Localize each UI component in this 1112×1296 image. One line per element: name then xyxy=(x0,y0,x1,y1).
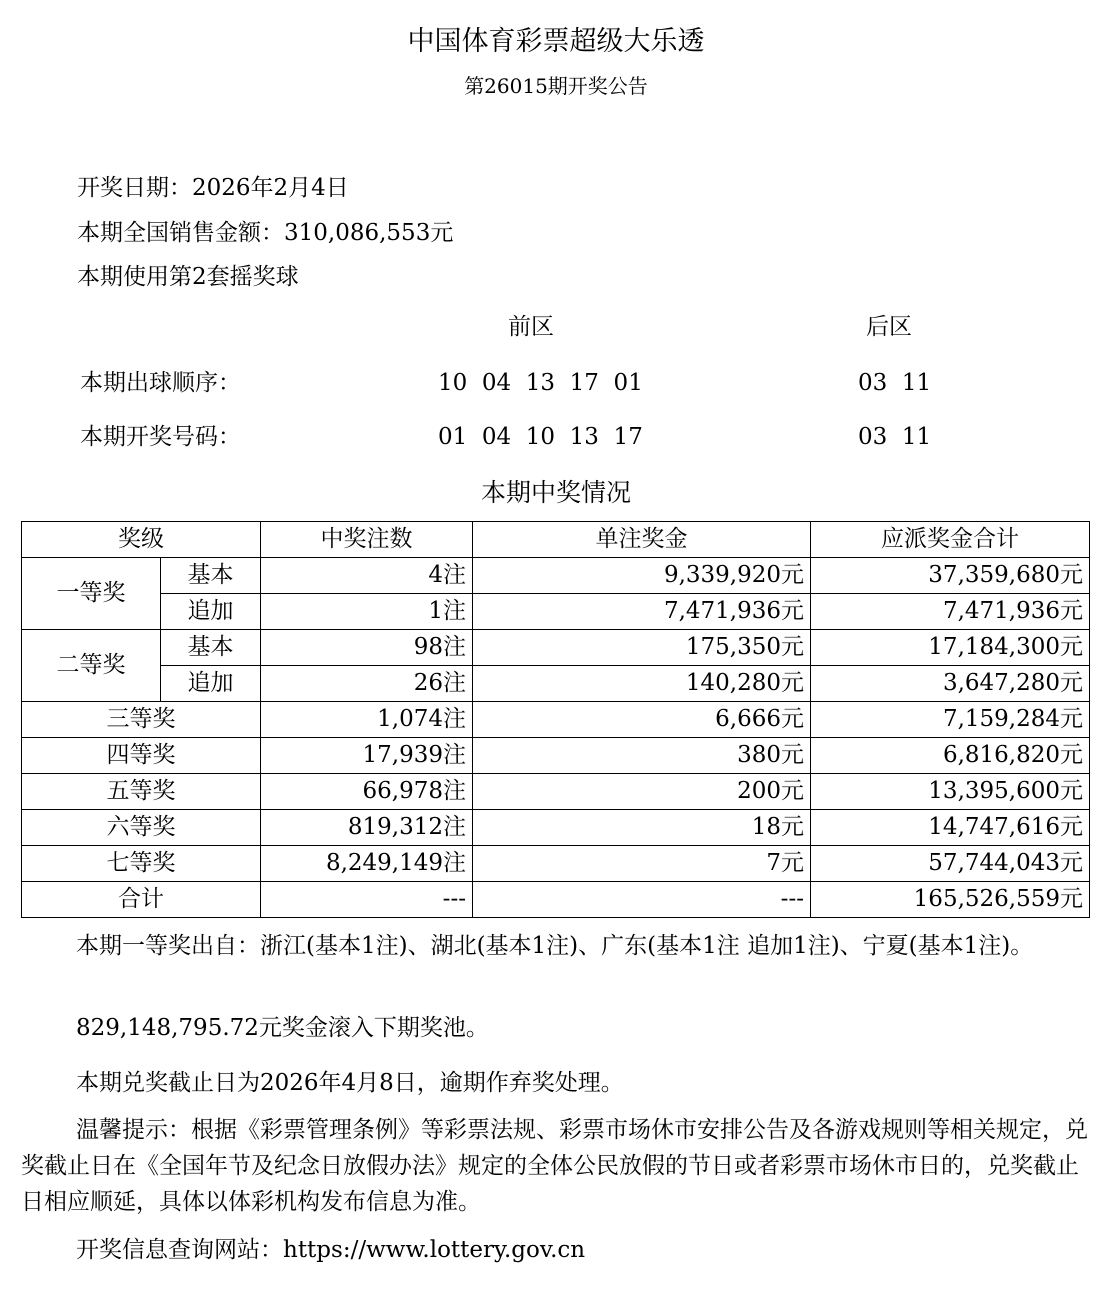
table-row xyxy=(22,810,1090,846)
count-cell: 1,074注 xyxy=(261,702,473,738)
winning-numbers-back: 03 11 xyxy=(858,424,932,450)
draw-order-label: 本期出球顺序： xyxy=(80,370,241,396)
total-prize-cell: 7,471,936元 xyxy=(811,594,1090,630)
first-prize-origin-text: 本期一等奖出自：浙江(基本1注)、湖北(基本1注)、广东(基本1注 追加1注)、宁夏(基本1注)。 xyxy=(76,933,1034,959)
unit-prize-cell: --- xyxy=(473,882,811,918)
rollover-text: 829,148,795.72元奖金滚入下期奖池。 xyxy=(76,1015,489,1041)
unit-prize-cell: 140,280元 xyxy=(473,666,811,702)
total-prize-cell: 14,747,616元 xyxy=(811,810,1090,846)
level-cell: 一等奖 xyxy=(22,558,161,630)
total-prize-cell: 17,184,300元 xyxy=(811,630,1090,666)
level-cell: 二等奖 xyxy=(22,630,161,702)
prize-table xyxy=(21,521,1090,918)
count-cell: --- xyxy=(261,882,473,918)
website-note[interactable] xyxy=(21,1232,1091,1268)
unit-prize-cell: 18元 xyxy=(473,810,811,846)
table-row xyxy=(22,846,1090,882)
first-prize-origin xyxy=(21,928,1091,964)
total-prize-cell: 37,359,680元 xyxy=(811,558,1090,594)
reminder-text: 温馨提示：根据《彩票管理条例》等彩票法规、彩票市场休市安排公告及各游戏规则等相关规定，兑奖截止日在《全国年节及纪念日放假办法》规定的全体公民放假的节日或者彩票市场休市日的，兑奖截止日相应顺延，具体以体彩机构发布信息为准。 xyxy=(21,1117,1088,1215)
deadline-note xyxy=(21,1065,1091,1101)
count-cell: 26注 xyxy=(261,666,473,702)
ball-set: 本期使用第2套摇奖球 xyxy=(77,264,299,290)
prize-section-title: 本期中奖情况 xyxy=(480,478,631,507)
website-link[interactable]: 开奖信息查询网站：https://www.lottery.gov.cn xyxy=(76,1237,586,1263)
count-cell: 819,312注 xyxy=(261,810,473,846)
unit-prize-cell: 7,471,936元 xyxy=(473,594,811,630)
total-prize-cell: 7,159,284元 xyxy=(811,702,1090,738)
unit-prize-cell: 6,666元 xyxy=(473,702,811,738)
level-cell: 四等奖 xyxy=(22,738,261,774)
unit-prize-cell: 200元 xyxy=(473,774,811,810)
count-cell: 66,978注 xyxy=(261,774,473,810)
total-prize-cell: 57,744,043元 xyxy=(811,846,1090,882)
draw-date: 开奖日期：2026年2月4日 xyxy=(77,175,349,201)
back-zone-label: 后区 xyxy=(866,314,912,340)
total-prize-cell: 3,647,280元 xyxy=(811,666,1090,702)
count-cell: 1注 xyxy=(261,594,473,630)
table-row xyxy=(22,558,1090,594)
header-level: 奖级 xyxy=(22,522,261,558)
table-header-row xyxy=(22,522,1090,558)
total-prize-cell: 13,395,600元 xyxy=(811,774,1090,810)
total-prize-cell: 165,526,559元 xyxy=(811,882,1090,918)
header-count: 中奖注数 xyxy=(261,522,473,558)
sub-level-cell: 基本 xyxy=(161,558,261,594)
winning-numbers-front: 01 04 10 13 17 xyxy=(438,424,643,450)
level-cell: 合计 xyxy=(22,882,261,918)
count-cell: 8,249,149注 xyxy=(261,846,473,882)
unit-prize-cell: 380元 xyxy=(473,738,811,774)
level-cell: 六等奖 xyxy=(22,810,261,846)
sub-level-cell: 基本 xyxy=(161,630,261,666)
sales-amount: 本期全国销售金额：310,086,553元 xyxy=(77,220,454,246)
header-total-prize: 应派奖金合计 xyxy=(811,522,1090,558)
unit-prize-cell: 175,350元 xyxy=(473,630,811,666)
deadline-text: 本期兑奖截止日为2026年4月8日，逾期作弃奖处理。 xyxy=(76,1070,624,1096)
rollover-note xyxy=(21,1010,1091,1046)
sub-level-cell: 追加 xyxy=(161,666,261,702)
table-row xyxy=(22,666,1090,702)
winning-numbers-label: 本期开奖号码： xyxy=(80,424,241,450)
level-cell: 五等奖 xyxy=(22,774,261,810)
page-title: 中国体育彩票超级大乐透 xyxy=(407,26,705,57)
table-row xyxy=(22,774,1090,810)
table-row xyxy=(22,594,1090,630)
table-row xyxy=(22,702,1090,738)
total-prize-cell: 6,816,820元 xyxy=(811,738,1090,774)
draw-order-front: 10 04 13 17 01 xyxy=(438,370,643,396)
unit-prize-cell: 9,339,920元 xyxy=(473,558,811,594)
sub-level-cell: 追加 xyxy=(161,594,261,630)
front-zone-label: 前区 xyxy=(508,314,554,340)
count-cell: 98注 xyxy=(261,630,473,666)
reminder-note xyxy=(21,1112,1091,1220)
level-cell: 三等奖 xyxy=(22,702,261,738)
issue-subtitle: 第26015期开奖公告 xyxy=(464,74,648,98)
table-row xyxy=(22,630,1090,666)
unit-prize-cell: 7元 xyxy=(473,846,811,882)
table-total-row xyxy=(22,882,1090,918)
level-cell: 七等奖 xyxy=(22,846,261,882)
table-row xyxy=(22,738,1090,774)
draw-order-back: 03 11 xyxy=(858,370,932,396)
header-unit-prize: 单注奖金 xyxy=(473,522,811,558)
count-cell: 4注 xyxy=(261,558,473,594)
count-cell: 17,939注 xyxy=(261,738,473,774)
